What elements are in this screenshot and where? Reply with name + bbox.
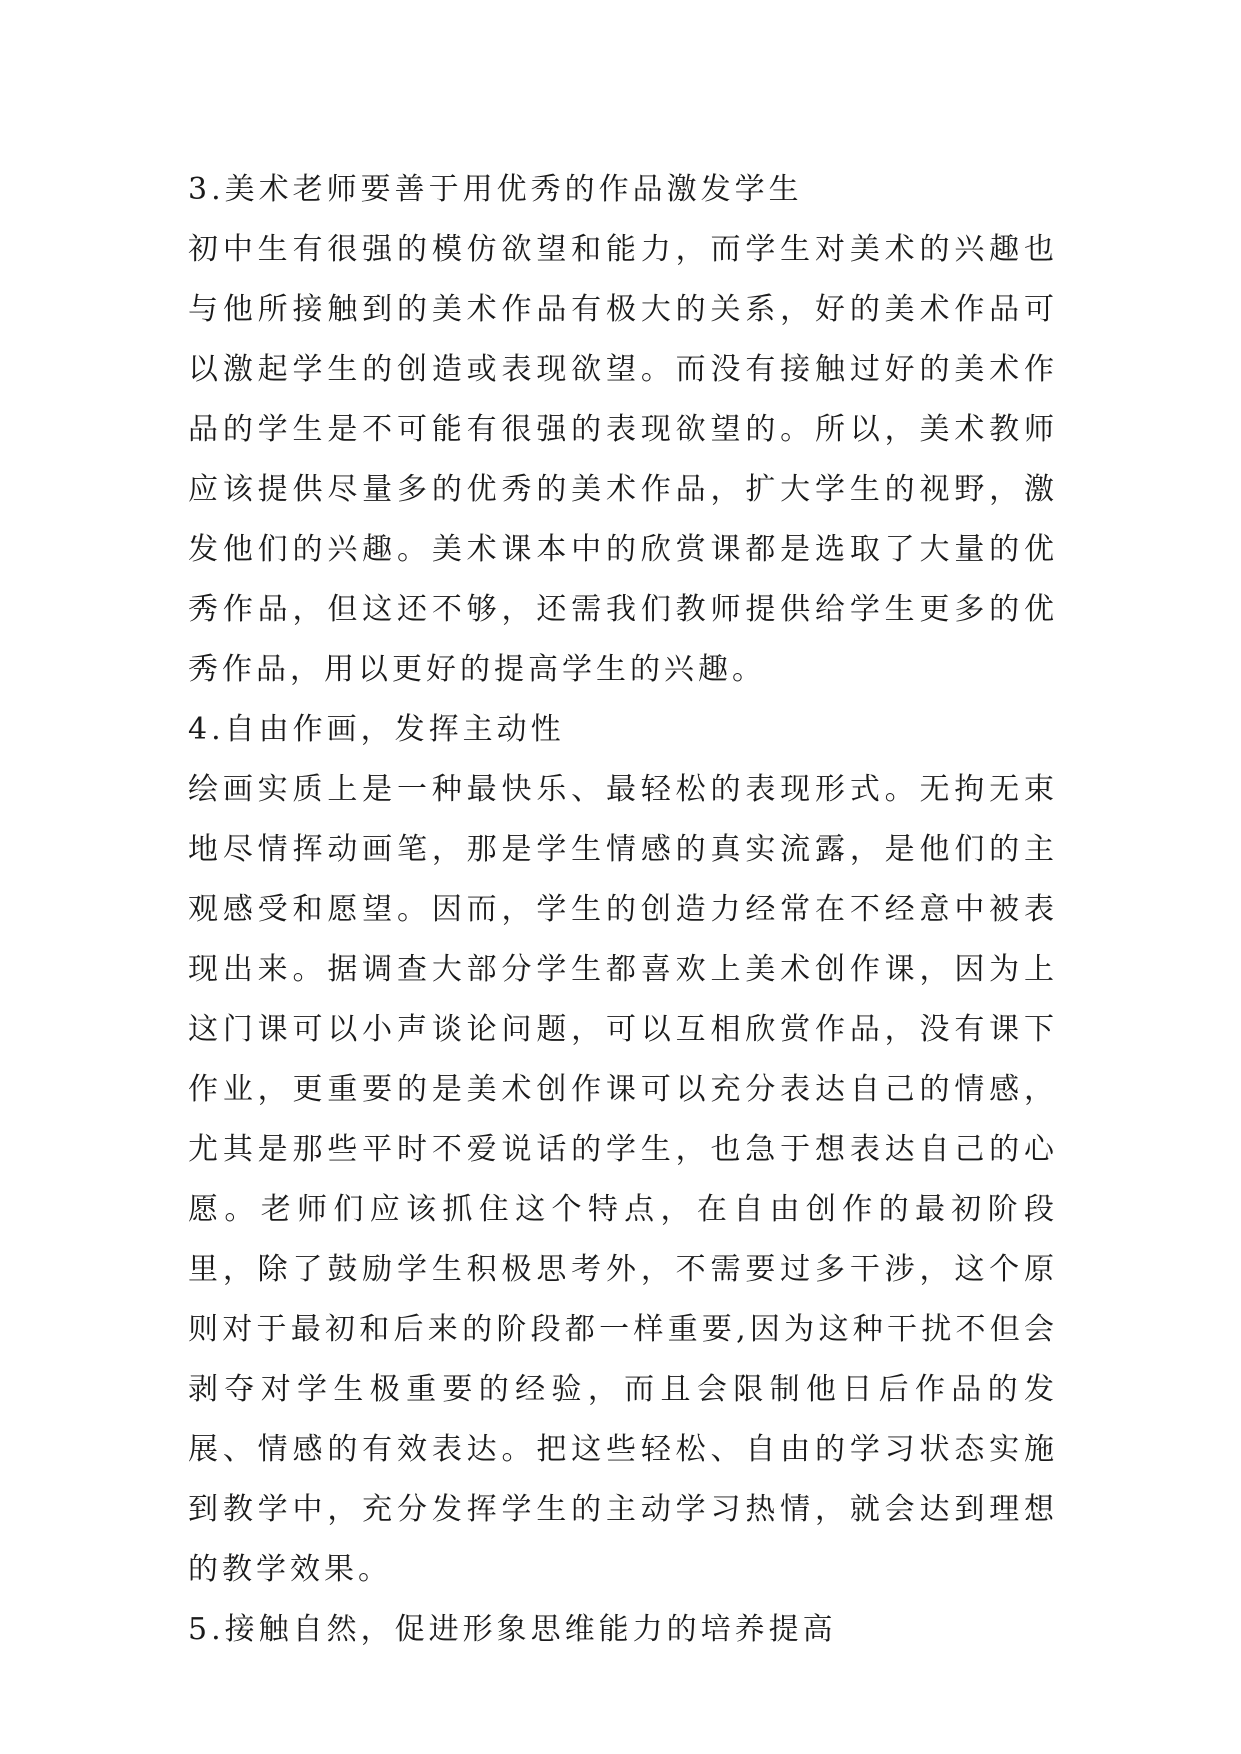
section-4-paragraph: 绘画实质上是一种最快乐、最轻松的表现形式。无拘无束地尽情挥动画笔，那是学生情感的真实流露，是他们的主观感受和愿望。因而，学生的创造力经常在不经意中被表现出来。据调查大部分学生都喜欢上美术创作课，因为上这门课可以小声谈论问题，可以互相欣赏作品，没有课下作业，更重要的是美术创作课可以充分表达自己的情感，尤其是那些平时不爱说话的学生，也急于想表达自己的心愿。老师们应该抓住这个特点，在自由创作的最初阶段里，除了鼓励学生积极思考外，不需要过多干涉，这个原则对于最初和后来的阶段都一样重要,因为这种干扰不但会剥夺对学生极重要的经验，而且会限制他日后作品的发展、情感的有效表达。把这些轻松、自由的学习状态实施到教学中，充分发挥学生的主动学习热情，就会达到理想的教学效果。 xyxy=(188,772,1058,1587)
section-5-heading: 5.接触自然，促进形象思维能力的培养提高 xyxy=(188,1612,837,1647)
section-3-paragraph: 初中生有很强的模仿欲望和能力，而学生对美术的兴趣也与他所接触到的美术作品有极大的关系，好的美术作品可以激起学生的创造或表现欲望。而没有接触过好的美术作品的学生是不可能有很强的表现欲望的。所以，美术教师应该提供尽量多的优秀的美术作品，扩大学生的视野，激发他们的兴趣。美术课本中的欣赏课都是选取了大量的优秀作品，但这还不够，还需我们教师提供给学生更多的优秀作品，用以更好的提高学生的兴趣。 xyxy=(188,232,1058,687)
section-3-heading: 3.美术老师要善于用优秀的作品激发学生 xyxy=(188,172,803,207)
document-page xyxy=(188,160,1058,1660)
section-4-heading: 4.自由作画，发挥主动性 xyxy=(188,712,565,747)
